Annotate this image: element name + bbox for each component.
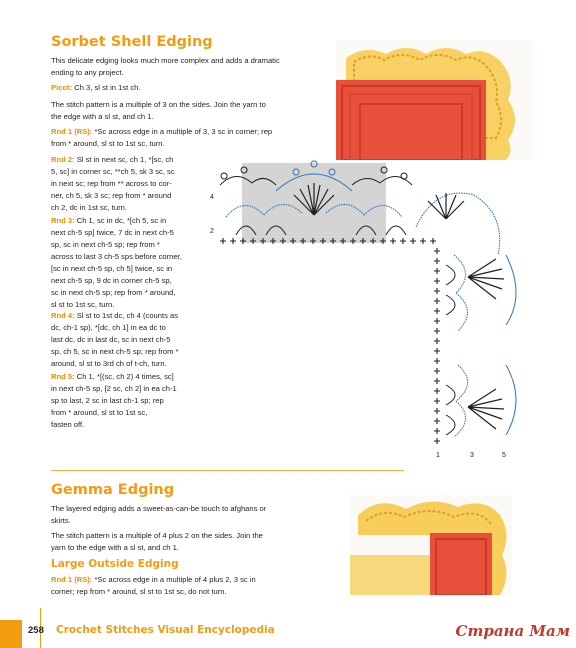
diagram-sc-row [220,238,440,444]
col-label-5: 5 [502,452,506,459]
text-line: The stitch pattern is a multiple of 4 plus 2 on the sides. Join the [51,531,263,540]
text-line: the edge with a sl st, and ch 1. [51,112,154,121]
gemma-edging-photo [350,495,512,595]
text-line: sl st to 1st sc, turn. [51,300,115,309]
text-line: corner; rep from * around, sl st to 1st sc, do not turn. [51,587,227,596]
book-title: Crochet Stitches Visual Encyclopedia [56,624,275,636]
label: Rnd 3: [51,216,75,225]
row-label-4: 4 [210,194,214,201]
text-line: ending to any project. [51,68,124,77]
text: Ch 3, sl st in 1st ch. [72,83,141,92]
text-line: This delicate edging looks much more complex and adds a dramatic [51,56,280,65]
section-divider [51,470,404,471]
text-line: The layered edging adds a sweet-as-can-be touch to afghans or [51,504,267,513]
page-tab [0,620,22,648]
sorbet-intro [51,55,280,79]
text-line: dc, ch-1 sp), *[dc, ch 1] in ea dc to [51,323,166,332]
text-line: fasten off. [51,420,85,429]
text-line: in next sc; rep from ** across to cor- [51,179,172,188]
sorbet-rnd1 [51,126,272,150]
text-line: ch 2, dc in 1st sc, turn. [51,203,127,212]
text-line: around, sl st to 3rd ch of t-ch, turn. [51,359,167,368]
sorbet-stitch-diagram [206,155,526,460]
text-line: sp, sc in next ch-5 sp; rep from * [51,240,160,249]
section-title-sorbet: Sorbet Shell Edging [51,34,213,50]
sorbet-multiple [51,99,266,123]
page-number: 258 [28,625,44,636]
row-label-2: 2 [210,228,214,235]
label: Rnd 1 (RS): [51,575,93,584]
picot-instruction [51,82,140,94]
text-line: in next ch-5 sp, [2 sc, ch 2] in ea ch-1 [51,384,177,393]
col-label-1: 1 [436,452,440,459]
text-line: yarn to the edge with a sl st, and ch 1. [51,543,179,552]
text-line: across to last 3 ch-5 sps before corner, [51,252,182,261]
sorbet-rnd3 [51,215,182,311]
text-line: last dc, dc in last dc, sc in next ch-5 [51,335,171,344]
text-line: *Sc across edge in a multiple of 4 plus 2, 3 sc in [92,575,256,584]
text-line: next ch-5 sp] twice, 7 dc in next ch-5 [51,228,174,237]
text-line: skirts. [51,516,71,525]
text-line: sp to last, 2 sc in last ch-1 sp; rep [51,396,164,405]
gemma-rnd1 [51,574,256,598]
text-line: *Sc across edge in a multiple of 3, 3 sc in corner; rep [92,127,273,136]
col-label-3: 3 [470,452,474,459]
diagram-chain-loops-row2 [236,226,455,435]
sorbet-rnd2 [51,154,175,214]
sorbet-rnd5 [51,371,177,431]
text-line: The stitch pattern is a multiple of 3 on the sides. Join the yarn to [51,100,266,109]
text-line: Ch 1, sc in dc, *[ch 5, sc in [74,216,167,225]
section-title-gemma: Gemma Edging [51,482,175,498]
text-line: sc in next ch-5 sp; rep from * around, [51,288,176,297]
text-line: Sl st in next sc, ch 1, *[sc, ch [74,155,174,164]
sorbet-edging-photo [336,40,532,160]
text-line: 5, sc] in corner sc, **ch 5, sk 3 sc, sc [51,167,175,176]
label: Rnd 5: [51,372,75,381]
gemma-multiple [51,530,263,554]
label: Picot: [51,83,73,92]
text-line: [sc in next ch-5 sp, ch 5] twice, sc in [51,264,173,273]
text-line: sp, ch 5, sc in next ch-5 sp; rep from * [51,347,179,356]
text-line: next ch-5 sp, 9 dc in corner ch-5 sp, [51,276,172,285]
text-line: ner, ch 5, sk 3 sc; rep from * around [51,191,172,200]
gemma-intro [51,503,266,527]
text-line: from * around, sl st to 1st sc, turn. [51,139,165,148]
text-line: Ch 1, *[(sc, ch 2) 4 times, sc] [74,372,174,381]
text-line: from * around, sl st to 1st sc, [51,408,148,417]
page-footer [0,620,576,648]
label: Rnd 2: [51,155,75,164]
text-line: Sl st to 1st dc, ch 4 (counts as [74,311,179,320]
label: Rnd 4: [51,311,75,320]
label: Rnd 1 (RS): [51,127,93,136]
gemma-subtitle: Large Outside Edging [51,558,179,570]
watermark: Страна Мам [455,622,570,640]
sorbet-rnd4 [51,310,178,370]
